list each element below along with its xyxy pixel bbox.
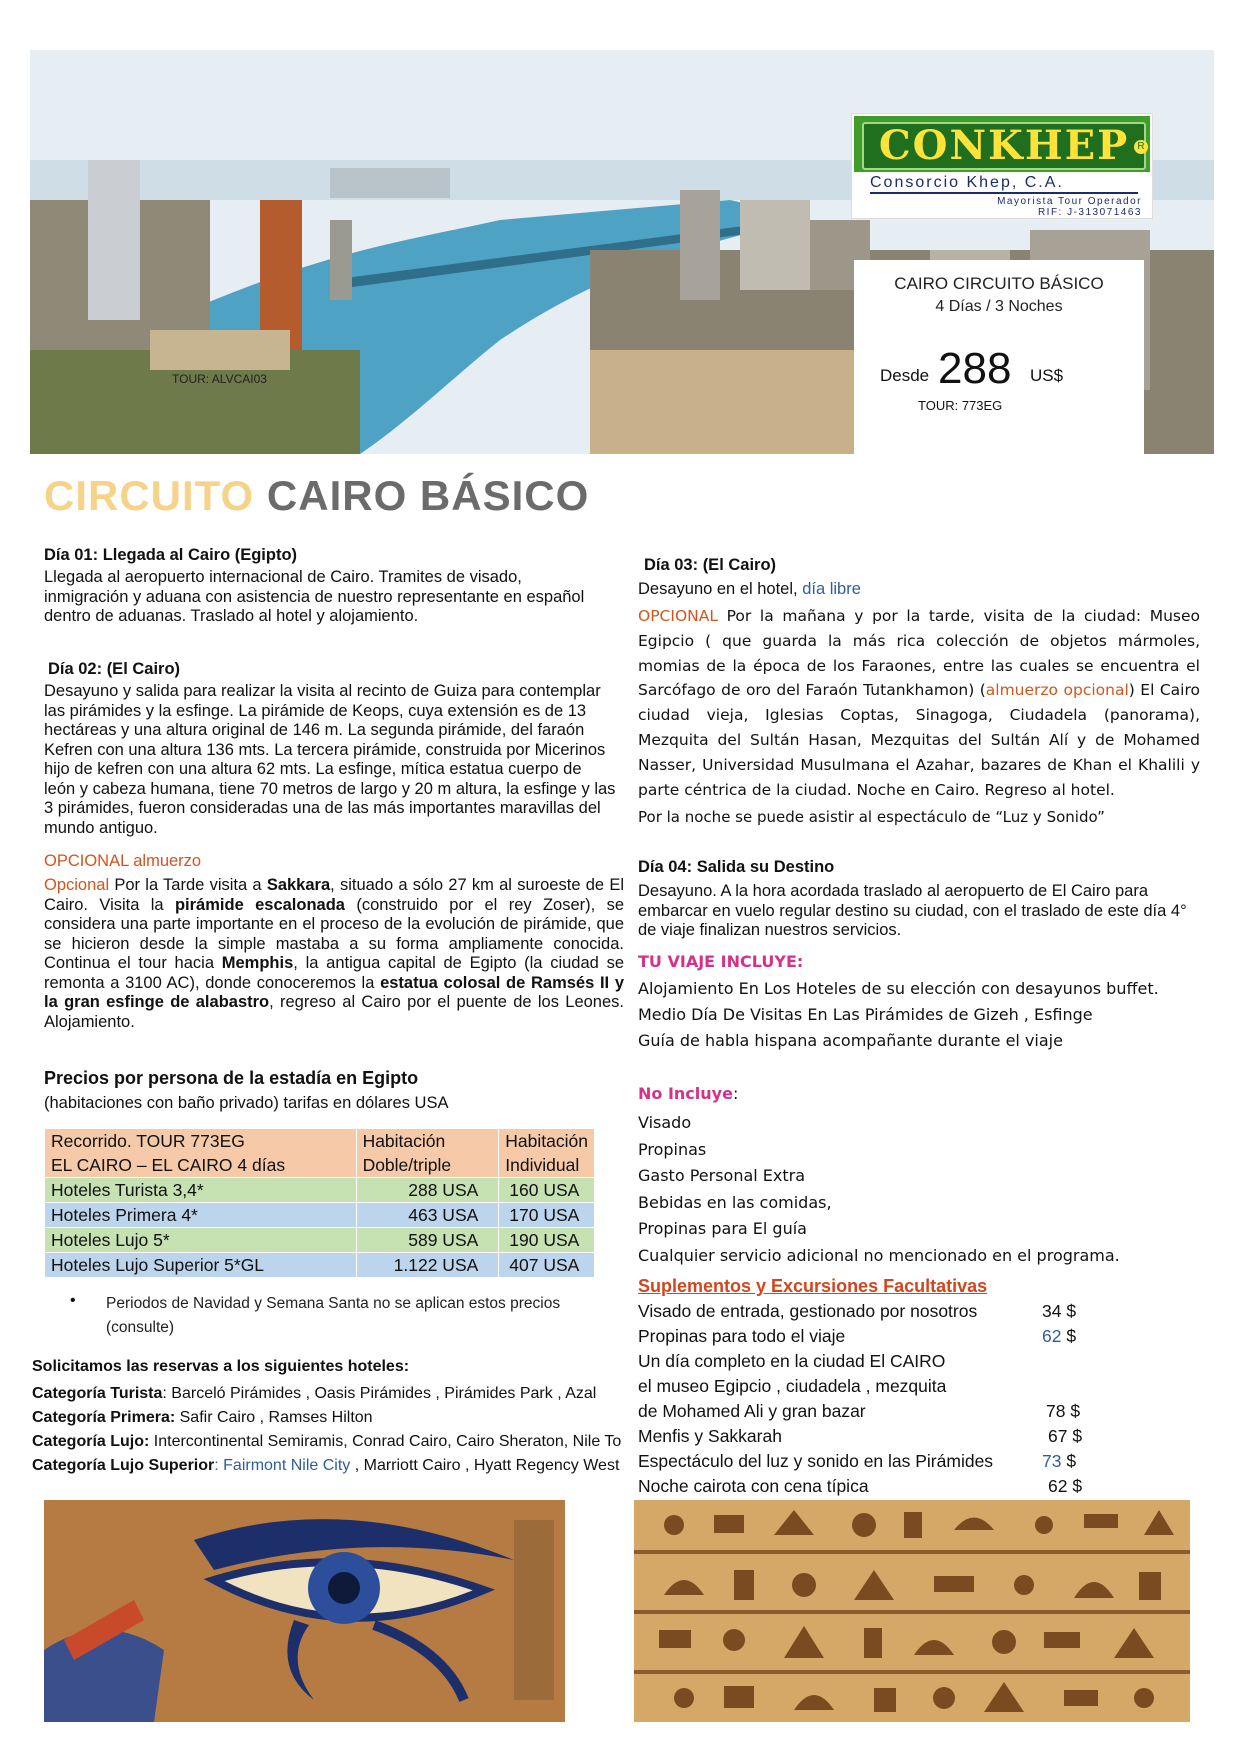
- sak-bold-2: pirámide escalonada: [174, 895, 345, 914]
- table-header-row: [45, 1129, 595, 1178]
- price-box-duration: 4 Días / 3 Noches: [935, 298, 1063, 315]
- day3-text: [638, 604, 1200, 802]
- excludes-colon: :: [732, 1084, 739, 1103]
- day1-text: Llegada al aeropuerto internacional de Cairo. Tramites de visado, inmigración y aduana con asistencia de nuestro representante en español dentro de aduanas. Traslado al hotel y alojamiento.: [44, 568, 585, 625]
- sak-text-3: (construido por el rey Zoser), se considera una parte importante en el proceso de la evolución de pirámide, que se hicieron desde la simple mastaba a su forma ampliamente conocida. Continua el tour hacia: [44, 895, 624, 972]
- price-table: [44, 1128, 595, 1278]
- logo-rif: RIF: J-313071463: [1037, 207, 1142, 218]
- price-currency: US$: [1030, 366, 1064, 385]
- price-currency: $: [1067, 1426, 1083, 1446]
- row-single: 160 USA: [499, 1178, 595, 1203]
- supplement-label: Noche cairota con cena típica: [638, 1476, 869, 1496]
- hotel-line-first: [32, 1406, 632, 1430]
- list-item: Medio Día De Visitas En Las Pirámides de Gizeh , Esfinge: [638, 1005, 1093, 1024]
- hotel-label: Categoría Lujo:: [32, 1433, 150, 1450]
- prices-title: Precios por persona de la estadía en Egipto: [44, 1068, 419, 1088]
- price-amount: 78: [1046, 1401, 1066, 1421]
- price-amount: 62: [1042, 1326, 1062, 1346]
- eye-of-horus-illustration: [44, 1500, 565, 1722]
- sak-text-5: , regreso al Cairo por el puente de los Leones. Alojamiento.: [44, 993, 624, 1031]
- supplement-price: [1048, 1425, 1082, 1447]
- day2-title: Día 02: (El Cairo): [48, 660, 181, 678]
- supplement-price: [1042, 1300, 1076, 1322]
- includes-title: TU VIAJE INCLUYE:: [638, 952, 804, 971]
- list-item: Guía de habla hispana acompañante durante el viaje: [638, 1031, 1063, 1050]
- optional-lunch: OPCIONAL almuerzo: [44, 852, 202, 870]
- price-amount: 34: [1042, 1301, 1062, 1321]
- list-item: Bebidas en las comidas,: [638, 1192, 832, 1212]
- prices-subtitle: (habitaciones con baño privado) tarifas en dólares USA: [44, 1094, 449, 1112]
- hotel-names: Safir Cairo , Ramses Hilton: [175, 1409, 373, 1426]
- title-part-2: CAIRO BÁSICO: [266, 472, 590, 519]
- optional-lunch-link: almuerzo opcional: [985, 681, 1129, 700]
- price-currency: $: [1061, 1301, 1077, 1321]
- breakfast-text: Desayuno en el hotel,: [638, 580, 803, 598]
- list-item: Propinas para El guía: [638, 1219, 807, 1238]
- price-currency: $: [1067, 1476, 1083, 1496]
- sak-bold-4: estatua colosal de Ramsés II y la gran esfinge de alabastro: [44, 973, 624, 1011]
- hotels-title: Solicitamos las reservas a los siguientes hoteles:: [32, 1358, 410, 1375]
- day2-text: Desayuno y salida para realizar la visita al recinto de Guiza para contemplar las pirámides y la esfinge. La pirámide de Keops, cuya extensión es de 13 hectáreas y una altura original de 146 m. La segunda pirámide, del faraón Kefren con una altura 136 mts. La tercera pirámide, construida por Micerinos hijo de kefren con una altura 62 mts. La esfinge, mítica estatua cuerpo de león y cabeza humana, tiene 70 metros de largo y 20 m altura, la esfinge y las 3 pirámides, fueron consideradas una de las más importantes maravillas del mundo antiguo.: [44, 682, 616, 837]
- price-box: [854, 260, 1144, 456]
- day4-text: Desayuno. A la hora acordada traslado al aeropuerto de El Cairo para embarcar en vuelo regular destino su ciudad, con el traslado de este día 4° de viaje finalizan nuestros servicios.: [638, 882, 1187, 939]
- price-currency: $: [1061, 1451, 1077, 1471]
- row-category: Hoteles Turista 3,4*: [45, 1178, 357, 1203]
- day3-text-b: ) El Cairo ciudad vieja, Iglesias Coptas, Sinagoga, Ciudadela (panorama), Mezquita del Sultán Hasan, Mezquitas del Sultán Alí y de Mohamed Nasser, Universidad Musulmana el Azahar, bazares de Khan el Khalili y parte céntrica de la ciudad. Noche en Cairo. Regreso al hotel.: [638, 681, 1200, 799]
- company-logo: [852, 114, 1152, 218]
- hotel-names: , Marriott Cairo , Hyatt Regency West: [354, 1457, 620, 1474]
- optional-label: Opcional: [44, 876, 110, 894]
- hotel-label: Categoría Turista: [32, 1385, 163, 1402]
- sak-bold-1: Sakkara: [266, 876, 331, 894]
- supplement-price: [1042, 1325, 1076, 1347]
- supplements-title: Suplementos y Excursiones Facultativas: [638, 1276, 988, 1296]
- price-tour-code: TOUR: 773EG: [918, 398, 1003, 413]
- hotel-names: : Barceló Pirámides , Oasis Pirámides , Pirámides Park , Azal: [162, 1385, 597, 1402]
- row-double: 463 USA: [356, 1203, 499, 1228]
- header-tour-line1: Recorrido. TOUR 773EG: [51, 1131, 245, 1151]
- title-part-1: CIRCUITO: [44, 472, 255, 519]
- supplement-price: [1042, 1450, 1076, 1472]
- table-row: [45, 1253, 595, 1278]
- registered-mark: R: [1134, 140, 1148, 154]
- header-double-line1: Habitación: [362, 1131, 446, 1151]
- supplement-price: [1048, 1475, 1082, 1497]
- day3-title: Día 03: (El Cairo): [644, 556, 777, 574]
- bullet-icon: •: [70, 1292, 76, 1309]
- logo-wordmark: CONKHEP: [862, 122, 1146, 170]
- row-single: 170 USA: [499, 1203, 595, 1228]
- table-row: [45, 1228, 595, 1253]
- hotel-line-lux: [32, 1430, 632, 1454]
- row-category: Hoteles Primera 4*: [45, 1203, 357, 1228]
- sak-text-1: Por la Tarde visita a: [109, 876, 267, 894]
- hotel-label: Categoría Primera:: [32, 1409, 176, 1426]
- table-row: [45, 1203, 595, 1228]
- header-double-line2: Doble/triple: [362, 1155, 452, 1175]
- supplement-price: [1046, 1400, 1080, 1422]
- sak-text-2: , situado a sólo 27 km al suroeste de El Cairo. Visita la: [44, 876, 624, 914]
- sak-text-4: , la antigua capital de Egipto (la ciudad se remonta a 3100 AC), donde conoceremos la: [44, 954, 624, 992]
- supplement-label: Espectáculo del luz y sonido en las Pirámides: [638, 1451, 994, 1471]
- hotel-label: Categoría Lujo Superior: [32, 1457, 215, 1474]
- header-tour-line2: EL CAIRO – EL CAIRO 4 días: [51, 1155, 286, 1175]
- day3-text-a: Por la mañana y por la tarde, visita de la ciudad: Museo Egipcio ( que guarda la más rica colección de objetos mármoles, momias de la época de los Faraones, entre las cuales se encuentra el Sarcófago de oro del Faraón Tutankhamon) (: [638, 607, 1200, 700]
- excludes-list: [638, 1110, 1120, 1269]
- hieroglyphs-illustration: [634, 1500, 1190, 1722]
- row-double: 589 USA: [356, 1228, 499, 1253]
- list-item: Gasto Personal Extra: [638, 1166, 806, 1185]
- price-value: 288: [938, 344, 1012, 393]
- day3-breakfast: [638, 580, 861, 600]
- header-single-line1: Habitación: [505, 1131, 588, 1151]
- page-title: [44, 472, 589, 520]
- optional-label: OPCIONAL: [638, 607, 718, 625]
- supplement-label: Menfis y Sakkarah: [638, 1426, 782, 1446]
- day3-night: Por la noche se puede asistir al espectáculo de “Luz y Sonido”: [638, 808, 1105, 826]
- logo-company-name: Consorcio Khep, C.A.: [870, 174, 1138, 194]
- hieroglyphs-image: [634, 1500, 1190, 1722]
- row-single: 407 USA: [499, 1253, 595, 1278]
- price-currency: $: [1061, 1326, 1077, 1346]
- table-row: [45, 1178, 595, 1203]
- logo-tagline: Mayorista Tour Operador: [997, 196, 1142, 207]
- hotel-line-tourist: [32, 1382, 632, 1406]
- price-note: Periodos de Navidad y Semana Santa no se aplican estos precios (consulte): [106, 1295, 561, 1336]
- row-category: Hoteles Lujo 5*: [45, 1228, 357, 1253]
- hotels-list: [32, 1382, 632, 1478]
- excludes-title: [638, 1084, 738, 1103]
- table-header-single: [499, 1129, 595, 1178]
- day4-title: Día 04: Salida su Destino: [638, 858, 835, 876]
- supplement-label: Visado de entrada, gestionado por nosotros: [638, 1301, 978, 1321]
- hotel-names-highlight: : Fairmont Nile City: [214, 1457, 355, 1474]
- list-item: Visado: [638, 1113, 692, 1132]
- sakkara-text: [44, 876, 624, 1032]
- table-header-double: [356, 1129, 499, 1178]
- row-double: 1.122 USA: [356, 1253, 499, 1278]
- price-from-label: Desde: [880, 366, 930, 385]
- hotel-line-superior: [32, 1454, 632, 1478]
- price-box-title: CAIRO CIRCUITO BÁSICO: [894, 274, 1104, 293]
- includes-list: [638, 976, 1159, 1054]
- eye-of-horus-image: [44, 1500, 565, 1722]
- supplement-label: el museo Egipcio , ciudadela , mezquita: [638, 1376, 947, 1396]
- list-item: Cualquier servicio adicional no mencionado en el programa.: [638, 1245, 1120, 1265]
- price-amount: 62: [1048, 1476, 1068, 1496]
- price-amount: 73: [1042, 1451, 1062, 1471]
- supplement-label: Propinas para todo el viaje: [638, 1326, 846, 1346]
- header-single-line2: Individual: [505, 1155, 580, 1175]
- hero-tour-tag: TOUR: ALVCAI03: [172, 372, 267, 386]
- supplement-label: de Mohamed Ali y gran bazar: [638, 1401, 866, 1421]
- excludes-label: No Incluye: [638, 1084, 733, 1103]
- day1-title: Día 01: Llegada al Cairo (Egipto): [44, 546, 298, 564]
- price-currency: $: [1065, 1401, 1081, 1421]
- hotel-names: Intercontinental Semiramis, Conrad Cairo, Cairo Sheraton, Nile To: [149, 1433, 622, 1450]
- sak-bold-3: Memphis: [221, 954, 294, 972]
- free-day-text: día libre: [802, 580, 861, 598]
- list-item: Alojamiento En Los Hoteles de su elección con desayunos buffet.: [638, 979, 1159, 998]
- row-single: 190 USA: [499, 1228, 595, 1253]
- price-amount: 67: [1048, 1426, 1068, 1446]
- row-category: Hoteles Lujo Superior 5*GL: [45, 1253, 357, 1278]
- row-double: 288 USA: [356, 1178, 499, 1203]
- table-header-tour: [45, 1129, 357, 1178]
- list-item: Propinas: [638, 1139, 707, 1159]
- supplement-label: Un día completo en la ciudad El CAIRO: [638, 1351, 946, 1371]
